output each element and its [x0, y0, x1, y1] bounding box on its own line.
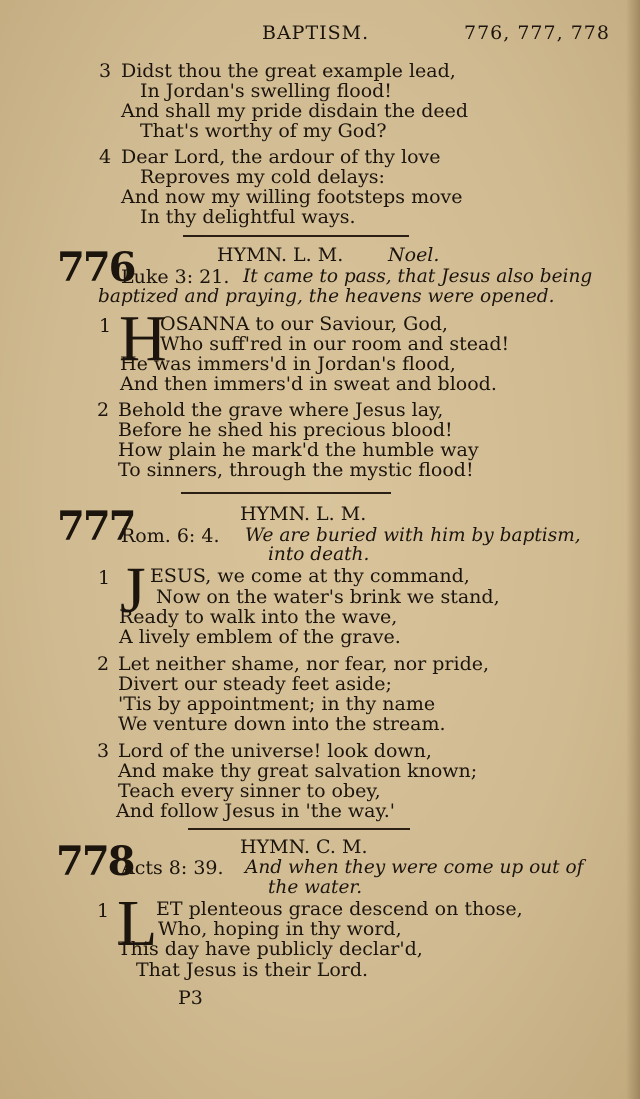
verse-line: And now my willing footsteps move	[121, 186, 463, 208]
scripture-text: baptized and praying, the heavens were opened.	[98, 286, 555, 307]
page-hymn-numbers: 776, 777, 778	[464, 22, 610, 44]
verse-number: 2	[97, 399, 110, 421]
section-header: BAPTISM.	[262, 22, 370, 44]
verse-line: ET plenteous grace descend on those,	[156, 898, 523, 920]
verse-number: 1	[97, 900, 110, 922]
scripture-ref: Acts 8: 39.	[121, 857, 224, 879]
hymn-divider	[183, 235, 409, 237]
signature-mark: P3	[178, 987, 203, 1009]
verse-line: A lively emblem of the grave.	[119, 626, 401, 648]
page-edge-shadow	[626, 0, 640, 1099]
verse-line: Before he shed his precious blood!	[118, 419, 453, 441]
drop-cap: L	[117, 887, 158, 960]
verse-line: Reproves my cold delays:	[140, 166, 385, 188]
verse-line: Let neither shame, nor fear, nor pride,	[118, 653, 490, 675]
verse-line: How plain he mark'd the humble way	[118, 439, 479, 461]
verse-number: 3	[99, 60, 112, 82]
verse-number: 4	[99, 146, 112, 168]
verse-line: 'Tis by appointment; in thy name	[118, 693, 436, 715]
scripture-text: We are buried with him by baptism,	[245, 525, 581, 546]
verse-number: 2	[97, 653, 110, 675]
verse-number: 3	[97, 740, 110, 762]
verse-line: Lord of the universe! look down,	[118, 740, 432, 762]
scripture-ref: Rom. 6: 4.	[121, 525, 220, 547]
drop-cap: H	[119, 302, 167, 375]
verse-line: In thy delightful ways.	[140, 206, 356, 228]
verse-line: Behold the grave where Jesus lay,	[118, 399, 444, 421]
hymn-number: 776	[57, 244, 135, 291]
scripture-text: into death.	[268, 544, 370, 565]
verse-line: Ready to walk into the wave,	[119, 606, 398, 628]
verse-line: Dear Lord, the ardour of thy love	[121, 146, 441, 168]
verse-line: In Jordan's swelling flood!	[140, 80, 392, 102]
verse-line: And make thy great salvation known;	[118, 760, 478, 782]
verse-line: OSANNA to our Saviour, God,	[160, 313, 448, 335]
scripture-text: the water.	[268, 877, 363, 898]
hymn-heading: HYMN. L. M.	[240, 503, 367, 525]
scripture-ref: Luke 3: 21.	[121, 266, 230, 288]
verse-line: To sinners, through the mystic flood!	[118, 459, 474, 481]
tune-name: Noel.	[388, 244, 440, 266]
hymn-heading: HYMN. C. M.	[240, 836, 368, 858]
hymn-divider	[188, 828, 410, 830]
scripture-text: It came to pass, that Jesus also being	[243, 266, 593, 287]
verse-line: Now on the water's brink we stand,	[156, 586, 500, 608]
verse-line: Didst thou the great example lead,	[121, 60, 456, 82]
verse-number: 1	[99, 315, 112, 337]
hymn-number: 777	[57, 503, 135, 550]
verse-line: We venture down into the stream.	[118, 713, 446, 735]
verse-line: Who suff'red in our room and stead!	[160, 333, 510, 355]
verse-line: That Jesus is their Lord.	[136, 959, 369, 981]
verse-line: Divert our steady feet aside;	[118, 673, 392, 695]
verse-line: And follow Jesus in 'the way.'	[116, 800, 395, 822]
drop-cap: J	[120, 554, 146, 627]
hymn-number: 778	[56, 838, 134, 885]
verse-line: ESUS, we come at thy command,	[150, 565, 470, 587]
verse-line: And then immers'd in sweat and blood.	[120, 373, 497, 395]
verse-line: Who, hoping in thy word,	[158, 918, 402, 940]
verse-number: 1	[98, 567, 111, 589]
verse-line: And shall my pride disdain the deed	[121, 100, 469, 122]
verse-line: This day have publicly declar'd,	[118, 938, 423, 960]
scripture-text: And when they were come up out of	[245, 857, 584, 878]
verse-line: That's worthy of my God?	[140, 120, 387, 142]
verse-line: Teach every sinner to obey,	[118, 780, 381, 802]
verse-line: He was immers'd in Jordan's flood,	[120, 353, 456, 375]
hymn-heading: HYMN. L. M.	[217, 244, 344, 266]
hymn-divider	[181, 492, 391, 494]
